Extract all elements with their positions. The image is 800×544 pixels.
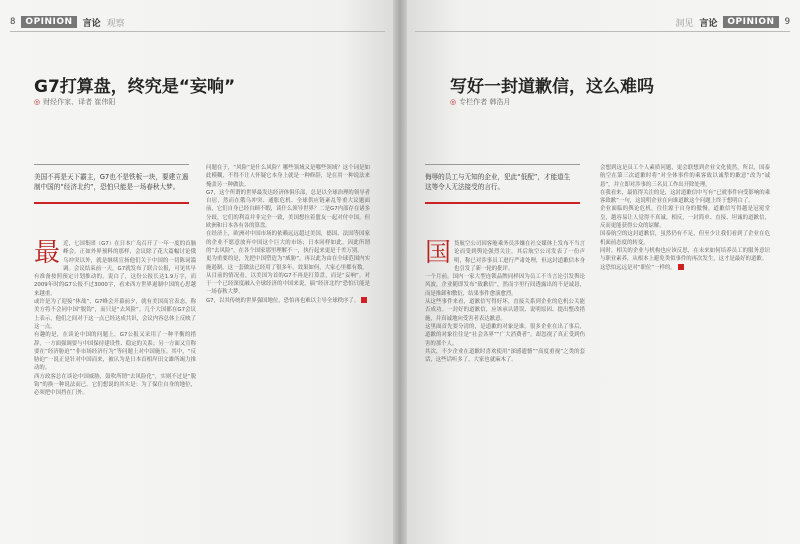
right-dek-line2: 这等令人无法接受的言行。 (425, 183, 505, 191)
left-col1-p2: 或许是为了迎接“休战”，G7峰会开幕前夕，就有美国高官表态，称美方将不会同中国“脱钩”，而只是“去风险”。几个大国都在G7会议上表示，他们之间对于这一点已经达成共识，会议内容总体上反映了这一点。 (34, 299, 196, 330)
left-byline-text: 财经作家、译者 崔伟阳 (43, 98, 116, 106)
left-drop-cap: 最 (34, 240, 61, 268)
book-gutter-shadow (393, 0, 407, 544)
left-page-number: 8 (10, 17, 16, 27)
right-drop-cap: 国 (425, 240, 452, 268)
right-header-rule (415, 31, 790, 32)
left-subsection-label: 观察 (106, 18, 125, 29)
left-col1-p3: 有趣的是，在谈论中国的问题上，G7公报又采用了一种平衡的措辞，一方面强调要与中国保持建设性、稳定的关系；另一方面又宣称要在“经济胁迫”“非市场经济行为”等问题上对中国施压。其中，“反胁迫”一说正是针对中国而来，被认为是日本首相岸田文雄所竭力推动的。 (34, 332, 196, 372)
right-col2-p4: 国泰航空的这封道歉信，虽然仍有不足，但至少让我们看到了企业在危机面前态度的转变。 (600, 231, 770, 246)
right-page (400, 0, 800, 544)
left-brand-label: OPINION (21, 16, 76, 28)
end-mark-icon (361, 297, 367, 303)
right-dek-top-rule (425, 164, 580, 165)
right-dek-bottom-rule (425, 202, 580, 204)
right-col1-p1: 货航空公司因客舱乘务员涉嫌在社交媒体上发布不当言论而受到舆论强烈关注，其后航空公司发表了一份声明，称已对涉事员工进行严肃处理，但这封道歉信本身也引发了新一轮的批评。 (454, 241, 585, 272)
left-dek (34, 172, 194, 192)
left-dek-top-rule (34, 164, 189, 165)
right-col2-end: 这恐怕远远是对“职位”一样的。 (600, 264, 676, 271)
left-col2-end: G7，以其传统的世界强国地位，恐怕再也难以主导全球秩序了。 (206, 297, 360, 304)
right-col1-p4: 这里面首先要分清的，是道歉的对象是谁。很多企业在出了事后，道歉的对象往往是“社会各界”“广大消费者”，却忽视了真正受到伤害的那个人。 (425, 323, 585, 347)
left-dek-bottom-rule (34, 202, 189, 204)
left-col2-p5: 从目前的情况看，以美国为首的G7不再是打算盘，而是“妄响”。对于一个已经深度融入全球经济的中国来说，搞“经济北约”恐怕只能是一场春秋大梦。 (206, 272, 370, 296)
right-byline-text: 专栏作者 韩浩月 (459, 98, 511, 106)
left-col2-p3: 在经济上，欧洲对中国市场的依赖远远超过美国，德国、法国等国家的企业不愿意放弃中国这个巨大的市场；日本同样如此。因此所谓的“去风险”，在各个国家那里理解不一，执行起来更是千差万别。 (206, 231, 370, 254)
right-col1-p3: 从这些事件来看，道歉信写得好坏，直接关系到企业的危机公关能否成功。一封好的道歉信，应该承认错误、说明原因、提出整改措施，并真诚地向受害者表达歉意。 (425, 299, 585, 322)
right-col2-p3: 企业面临的舆论危机，往往源于自身的傲慢。道歉信写得越是冠冕堂皇，越容易让人觉得不真诚。相反，一封简单、直接、坦诚的道歉信，反而更能获得公众的谅解。 (600, 206, 770, 230)
right-col2-p1: 会想到这是员工个人素质问题，更会联想到企业文化使然。所以，国泰航空在第三次道歉时将“对全体事件的乘客致以诚挚的歉意”改为“诚恳”，并立即对涉事的三名员工作出开除处理。 (600, 165, 770, 188)
left-col2-p1: 问题在于，“风险”是什么风险？哪些领域又是哪些领域？这个词是如此模糊，不得不让人怀疑它本身上就是一种修辞，是在用一种说法来掩盖另一种做法。 (206, 165, 370, 188)
left-dek-line1: 美国不再是天下霸主，G7也不是铁板一块，要建立遏 (34, 173, 189, 181)
right-section-label: 言论 (699, 18, 718, 29)
right-running-header (675, 14, 790, 30)
right-subsection-label: 洞见 (675, 18, 694, 29)
left-byline (34, 97, 115, 107)
right-page-number: 9 (784, 17, 790, 27)
right-article-title: 写好一封道歉信，这么难吗 (450, 77, 654, 97)
left-col1-p4: 西方政客总在谈论中国威胁，鼓吹所谓“去风险化”，实则不过是“脱钩”的换一种说法而已。它们想说的其实是：为了保住自身的地位，必须把中国挡在门外。 (34, 373, 196, 397)
right-dek-line1: 侮辱的员工与无知的企业，犯此“低配”，才能道生 (425, 173, 571, 181)
left-article-title: G7打算盘，终究是“妄响” (34, 77, 236, 97)
end-mark-icon (678, 264, 684, 270)
right-col2-p5: 同时，相关的企业与机构也应该反思，在未来如何培养员工的服务意识与职业素养，从根本上避免类似事件的再次发生，这才是最好的道歉。 (600, 247, 770, 263)
right-col2-p2: 在我看来，最值得关注的是，这封道歉信中写有“已就事件向受影响的乘客致歉”一句，这说明企业在向谁道歉这个问题上终于想明白了。 (600, 189, 770, 205)
left-section-label: 言论 (82, 18, 101, 29)
bullet-icon: ◎ (34, 98, 41, 106)
left-dek-line2: 制中国的“经济北约”，恐怕只能是一场春秋大梦。 (34, 183, 180, 191)
left-column-2 (206, 164, 370, 524)
right-column-1 (425, 240, 585, 530)
left-col2-p4: 更为重要的是，先把中国塑造为“威胁”，再以此为由在全球范围内实施遏制，这一套做法已经用了很多年，效果如何，大家心里都有数。 (206, 256, 370, 271)
right-byline (450, 97, 510, 107)
left-column-1 (34, 240, 196, 530)
right-col1-p5: 其次，不少企业在道歉时喜欢使用“深感遗憾”“高度重视”之类的套话，这些话听多了，大家也就麻木了。 (425, 348, 585, 364)
right-brand-label: OPINION (723, 16, 778, 28)
left-col2-p2: G7，这个所谓的世界最发达经济体俱乐部，总是以全球治理的领导者自居，然而在俄乌冲突、通胀危机、全球供应链紊乱等重大议题面前，它们自身已经自顾不暇，谈什么领导世界？二是G7内部存在诸多分歧，它们的利益并非完全一致，美国想拉着盟友一起对付中国，但欧洲和日本各有各的算盘。 (206, 189, 370, 230)
bullet-icon: ◎ (450, 98, 457, 106)
left-header-rule (10, 31, 385, 32)
left-col1-p1: 近，七国集团（G7）在日本广岛召开了一年一度的首脑峰会。正如外界预料的那样，会议除了花大篇幅讨论俄乌冲突以外，就是继续宣扬他们关于中国的一切陈词滥调。会议结束前一天，G7就发布了联合公报，可见其早有准备按照预定计划推动的。说白了，这份公报长达1.9万字，而2009年时的G7公报不过3000字，看来西方世界遏制中国的心思越来越重。 (34, 241, 196, 297)
left-running-header (10, 14, 125, 30)
right-col1-p2: 一个月前，国内一家大型连锁品牌同样因为员工不当言论引发舆论风波，企业随即发布“致歉信”，然而字里行间透露出的不是诚恳，而是推卸和敷衍，结果事件愈演愈烈。 (425, 274, 585, 297)
right-column-2 (600, 164, 770, 524)
right-dek (425, 172, 585, 192)
